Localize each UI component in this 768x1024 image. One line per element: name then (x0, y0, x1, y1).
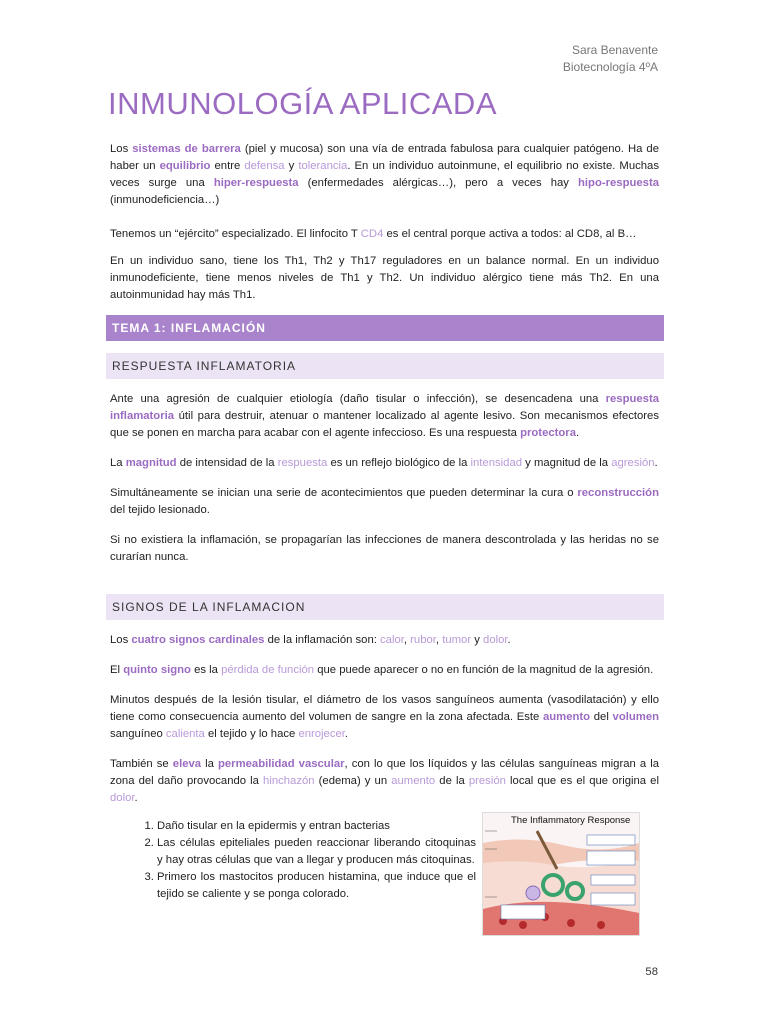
text-run: que puede aparecer o no en función de la magnitud de la agresión. (314, 664, 654, 676)
list-item: 2. Las células epiteliales pueden reaccionar liberando citoquinas y hay otras células que van a llegar y producen más citoquinas. (157, 835, 476, 869)
text-run: la (201, 758, 218, 770)
text-run: es el central porque activa a todos: al CD8, al B… (383, 228, 637, 240)
highlighted-term: quinto signo (123, 664, 191, 676)
intro-block (110, 141, 659, 304)
highlighted-term: presión (468, 775, 506, 787)
text-run: . (575, 427, 580, 439)
text-run: , con lo que los líquidos y las células sanguíneas migran a la zona del daño provocando la (110, 758, 659, 787)
text-run: . (507, 634, 511, 646)
respuesta-paragraph-1 (110, 391, 659, 442)
text-run: (inmunodeficiencia…) (110, 194, 220, 206)
intro-paragraph-3 (110, 253, 659, 304)
text-run: útil para destruir, atenuar o mantener localizado al agente lesivo. Son mecanismos efectores que se ponen en marcha para acabar con el agente infeccioso. Es una respuesta (110, 410, 659, 439)
highlighted-term: rubor (410, 634, 436, 646)
text-run: local que es el que origina el (505, 775, 659, 787)
figure-title: The Inflammatory Response (511, 815, 631, 826)
text-run: . (344, 728, 349, 740)
intro-paragraph-1 (110, 141, 659, 209)
highlighted-term: respuesta inflamatoria (110, 393, 659, 422)
text-run: Minutos después de la lesión tisular, el diámetro de los vasos sanguíneos aumenta (vasodilatación) y ello tiene como consecuencia aumento del volumen de sangre en la zona afectada. Este (110, 694, 659, 723)
text-run: . (654, 457, 658, 469)
highlighted-term: protectora (520, 427, 576, 439)
signos-paragraph-3 (110, 692, 659, 743)
course-name: Biotecnología 4ºA (562, 60, 658, 74)
highlighted-term: hinchazón (263, 775, 315, 787)
text-run: (edema) y un (314, 775, 392, 787)
text-run: es la (190, 664, 222, 676)
respuesta-block (110, 391, 659, 566)
text-run: del tejido lesionado. (110, 504, 210, 516)
highlighted-term: reconstrucción (577, 487, 659, 499)
text-run: . (134, 792, 138, 804)
text-run: Los (110, 143, 133, 155)
text-run: . En un individuo autoinmune, el equilibrio no existe. Muchas veces surge una (110, 160, 659, 189)
respuesta-paragraph-4 (110, 532, 659, 566)
highlighted-term: enrojecer (298, 728, 345, 740)
author-name: Sara Benavente (571, 43, 658, 57)
text-run: La (110, 457, 126, 469)
highlighted-term: respuesta (277, 457, 328, 469)
highlighted-term: hiper-respuesta (213, 177, 299, 189)
section-heading-tema-1: TEMA 1: INFLAMACIÓN (106, 315, 664, 341)
text-run: El (110, 664, 124, 676)
subsection-heading-signos: SIGNOS DE LA INFLAMACION (106, 594, 664, 620)
inflammatory-response-figure (482, 812, 640, 936)
highlighted-term: hipo-respuesta (578, 177, 659, 189)
text-run: Si no existiera la inflamación, se propagarían las infecciones de manera descontrolada y las heridas no se curarían nunca. (110, 534, 659, 563)
text-run: (enfermedades alérgicas…), pero a veces hay (298, 177, 579, 189)
text-run: Los (110, 634, 132, 646)
highlighted-term: CD4 (360, 228, 384, 240)
intro-paragraph-2 (110, 226, 659, 243)
highlighted-term: eleva (172, 758, 202, 770)
text-run: (piel y mucosa) son una vía de entrada fabulosa para cualquier patógeno. Ha de haber un (110, 143, 659, 172)
highlighted-term: aumento (391, 775, 436, 787)
highlighted-term: magnitud (125, 457, 177, 469)
list-item: 1. Daño tisular en la epidermis y entran bacterias (157, 818, 476, 835)
highlighted-term: agresión (611, 457, 655, 469)
page-number: 58 (645, 966, 658, 978)
highlighted-term: aumento (543, 711, 591, 723)
signos-paragraph-4 (110, 756, 659, 807)
text-run: de la inflamación son: (264, 634, 381, 646)
signos-paragraph-2 (110, 662, 659, 679)
document-title: INMUNOLOGÍA APLICADA (108, 86, 497, 121)
text-run: Tenemos un “ejército” especializado. El linfocito T (110, 228, 361, 240)
highlighted-term: calienta (165, 728, 205, 740)
text-run: , (403, 634, 411, 646)
text-run: , (435, 634, 443, 646)
highlighted-term: pérdida de función (221, 664, 315, 676)
highlighted-term: dolor (483, 634, 508, 646)
highlighted-term: cuatro signos cardinales (131, 634, 265, 646)
highlighted-term: tumor (442, 634, 472, 646)
signos-block (110, 632, 659, 807)
text-run: el tejido y lo hace (204, 728, 299, 740)
highlighted-term: sistemas de barrera (132, 143, 241, 155)
text-run: entre (210, 160, 245, 172)
text-run: es un reflejo biológico de la (327, 457, 471, 469)
highlighted-term: intensidad (470, 457, 523, 469)
text-run: Ante una agresión de cualquier etiología (daño tisular o infección), se desencadena una (110, 393, 606, 405)
highlighted-term: permeabilidad vascular (218, 758, 345, 770)
inflammation-illustration (483, 813, 639, 935)
text-run: También se (110, 758, 173, 770)
highlighted-term: dolor (110, 792, 135, 804)
respuesta-paragraph-2 (110, 455, 659, 472)
text-run: y (284, 160, 299, 172)
text-run: sanguíneo (110, 728, 166, 740)
text-run: Simultáneamente se inician una serie de acontecimientos que pueden determinar la cura o (110, 487, 578, 499)
subsection-heading-respuesta-inflamatoria: RESPUESTA INFLAMATORIA (106, 353, 664, 379)
highlighted-term: calor (380, 634, 404, 646)
highlighted-term: tolerancia (298, 160, 348, 172)
text-run: y magnitud de la (522, 457, 612, 469)
text-run: En un individuo sano, tiene los Th1, Th2 y Th17 reguladores en un balance normal. En un individuo inmunodeficiente, tiene menos niveles de Th1 y Th2. Un individuo alérgico tiene más Th2. En una autoinmunidad hay más Th1. (110, 255, 659, 301)
inflammation-steps-list (110, 818, 476, 903)
signos-paragraph-1 (110, 632, 659, 649)
text-run: de la (435, 775, 469, 787)
page-header (563, 42, 658, 76)
text-run: de intensidad de la (176, 457, 278, 469)
highlighted-term: equilibrio (159, 160, 211, 172)
highlighted-term: volumen (612, 711, 659, 723)
text-run: del (590, 711, 613, 723)
highlighted-term: defensa (244, 160, 285, 172)
list-item: 3. Primero los mastocitos producen histamina, que induce que el tejido se caliente y se ponga colorado. (157, 869, 476, 903)
text-run: y (471, 634, 484, 646)
respuesta-paragraph-3 (110, 485, 659, 519)
